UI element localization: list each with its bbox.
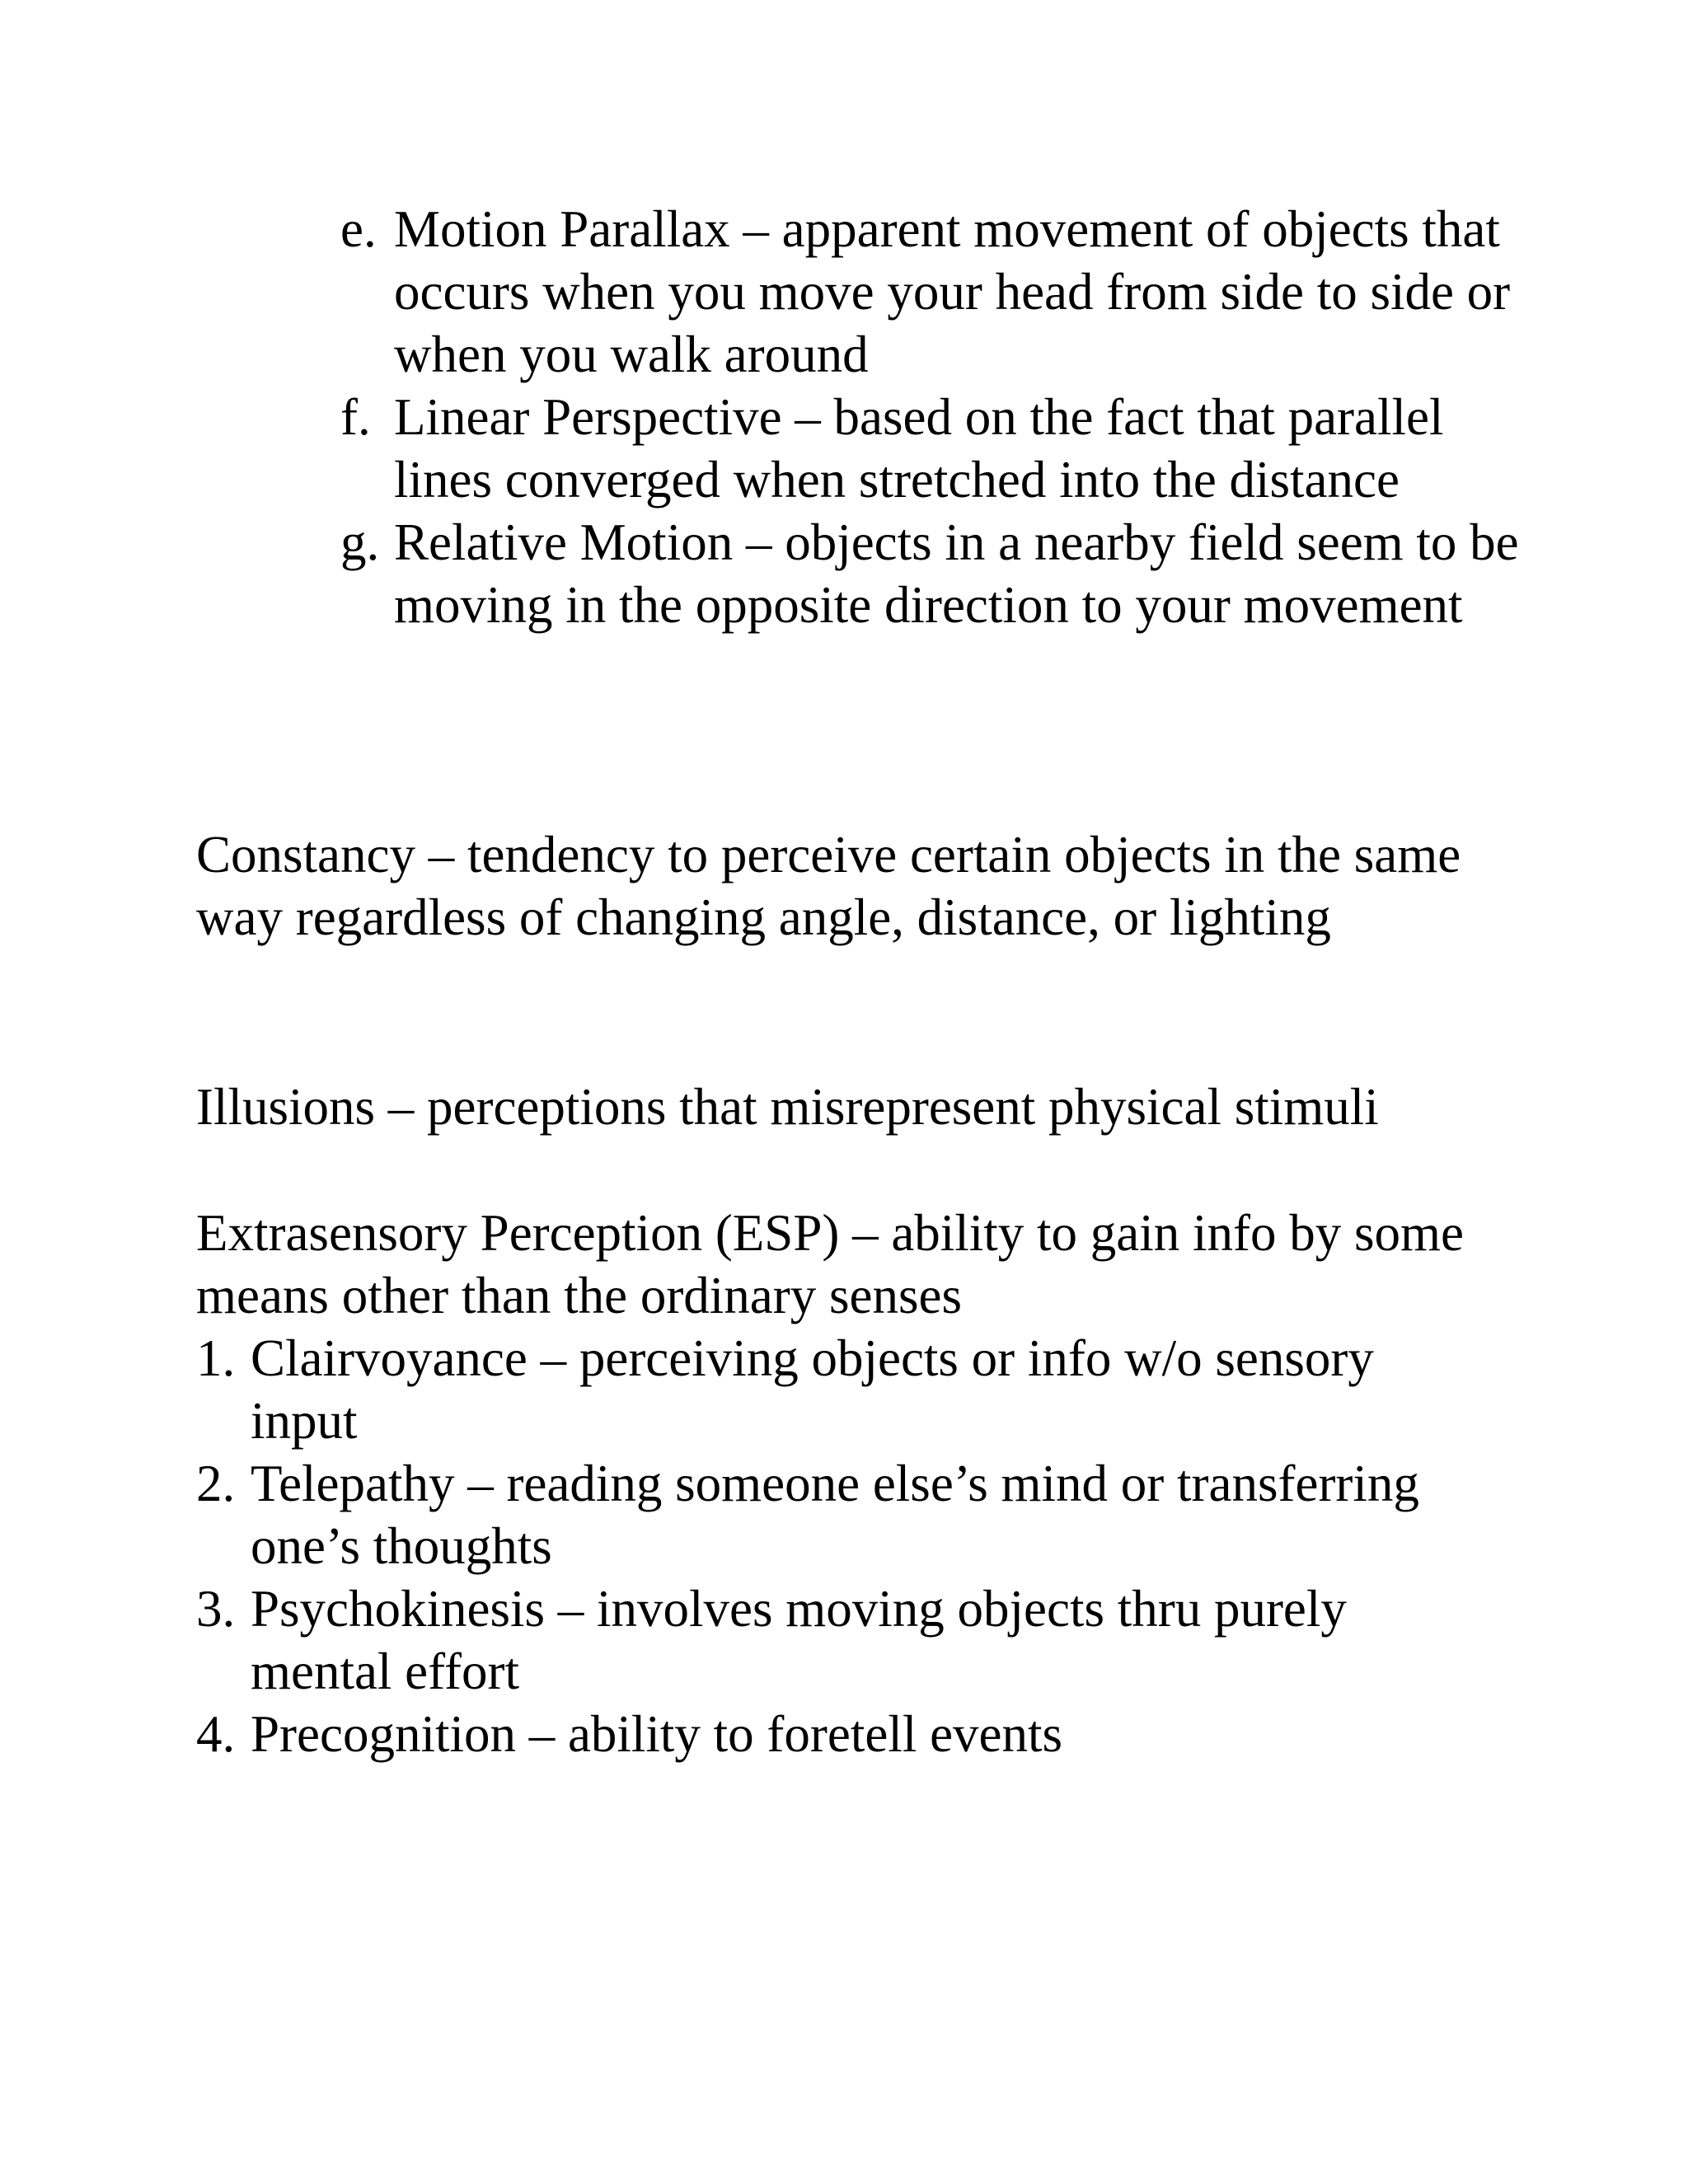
list-marker: 2. [196, 1455, 236, 1512]
list-item [340, 511, 1544, 636]
list-item-text: Psychokinesis – involves moving objects thru purely mental effort [251, 1580, 1347, 1700]
esp-definition-paragraph: Extrasensory Perception (ESP) – ability to gain info by some means other than the ordinary senses [196, 1204, 1464, 1324]
illusions-paragraph: Illusions – perceptions that misrepresent physical stimuli [196, 1078, 1379, 1136]
list-item-text: Motion Parallax – apparent movement of objects that occurs when you move your head from side to side or when you walk around [394, 200, 1511, 383]
list-item [196, 1327, 1482, 1452]
list-item [340, 198, 1544, 386]
list-marker: e. [340, 200, 377, 258]
constancy-paragraph: Constancy – tendency to perceive certain objects in the same way regardless of changing angle, distance, or lighting [196, 826, 1461, 946]
esp-types-list [196, 1327, 1482, 1765]
list-item-text: Linear Perspective – based on the fact that parallel lines converged when stretched into the distance [394, 388, 1444, 509]
list-item-text: Telepathy – reading someone else’s mind or transferring one’s thoughts [251, 1455, 1419, 1575]
list-item [340, 386, 1544, 511]
list-marker: 3. [196, 1580, 236, 1638]
list-marker: f. [340, 388, 371, 446]
depth-cues-list [340, 198, 1544, 636]
list-item-text: Relative Motion – objects in a nearby field seem to be moving in the opposite direction to your movement [394, 513, 1519, 634]
list-item-text: Precognition – ability to foretell events [251, 1705, 1063, 1763]
list-item [196, 1577, 1482, 1703]
list-item [196, 1703, 1482, 1765]
list-marker: 1. [196, 1329, 236, 1387]
list-marker: 4. [196, 1705, 236, 1763]
list-marker: g. [340, 513, 380, 571]
list-item-text: Clairvoyance – perceiving objects or info w/o sensory input [251, 1329, 1374, 1450]
list-item [196, 1452, 1482, 1577]
